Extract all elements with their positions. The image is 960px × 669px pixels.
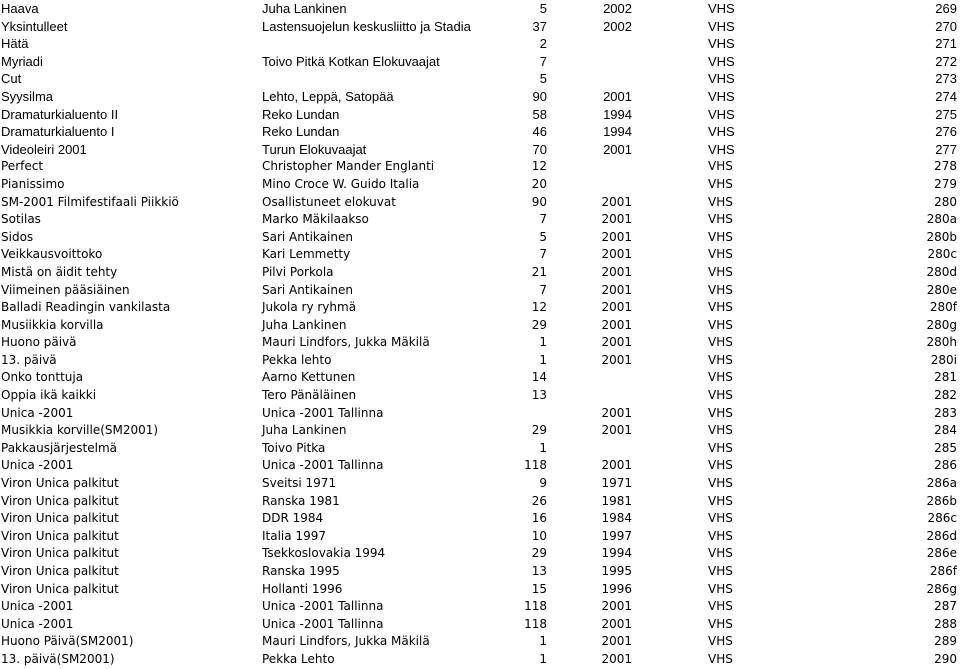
author-cell: Jukola ry ryhmä — [262, 300, 357, 315]
title-cell: Viron Unica palkitut — [1, 564, 119, 578]
number-cell: 280d — [926, 264, 957, 279]
table-row — [0, 106, 960, 124]
format-cell: VHS — [708, 440, 733, 455]
format-cell: VHS — [708, 546, 733, 561]
format-cell: VHS — [708, 317, 733, 332]
year-cell: 2001 — [601, 317, 632, 332]
title-cell: Huono päivä — [1, 335, 77, 350]
title-cell: Unica -2001 — [1, 405, 74, 420]
title-cell: Veikkausvoittoko — [1, 247, 103, 262]
table-row — [0, 405, 960, 423]
year-cell: 2001 — [601, 264, 632, 279]
duration-cell: 118 — [524, 599, 547, 614]
year-cell: 2001 — [603, 88, 632, 104]
year-cell: 2001 — [601, 423, 632, 438]
author-cell: Sveitsi 1971 — [262, 476, 337, 491]
table-row — [0, 282, 960, 300]
title-cell: Syysilma — [1, 88, 54, 104]
year-cell: 2001 — [603, 141, 632, 157]
table-row — [0, 528, 960, 546]
duration-cell: 46 — [532, 124, 547, 140]
table-row — [0, 194, 960, 212]
table-row — [0, 581, 960, 599]
format-cell: VHS — [708, 616, 733, 631]
year-cell: 2001 — [601, 247, 632, 262]
duration-cell: 2 — [539, 36, 547, 52]
number-cell: 286d — [926, 528, 957, 543]
duration-cell: 1 — [539, 335, 547, 350]
number-cell: 274 — [935, 88, 957, 104]
table-row — [0, 493, 960, 511]
duration-cell: 7 — [539, 53, 547, 69]
number-cell: 287 — [934, 599, 957, 614]
author-cell: Unica -2001 Tallinna — [262, 599, 384, 614]
table-row — [0, 70, 960, 88]
year-cell: 2001 — [601, 282, 632, 297]
title-cell: Unica -2001 — [1, 616, 74, 631]
format-cell: VHS — [708, 634, 733, 649]
author-cell: Unica -2001 Tallinna — [262, 405, 384, 420]
year-cell: 2001 — [601, 634, 632, 649]
number-cell: 280c — [927, 247, 957, 262]
table-row — [0, 246, 960, 264]
number-cell: 280e — [926, 282, 957, 297]
author-cell: Mauri Lindfors, Jukka Mäkilä — [262, 335, 430, 350]
title-cell: Musikkia korville(SM2001) — [1, 423, 159, 438]
table-row — [0, 387, 960, 405]
format-cell: VHS — [708, 651, 733, 666]
number-cell: 284 — [934, 423, 957, 438]
author-cell: Juha Lankinen — [262, 423, 347, 438]
year-cell: 2002 — [603, 1, 632, 16]
title-cell: Musiikkia korvilla — [1, 317, 104, 332]
number-cell: 286 — [934, 458, 957, 473]
number-cell: 275 — [935, 106, 957, 122]
format-cell: VHS — [708, 405, 733, 420]
author-cell: Turun Elokuvaajat — [262, 141, 367, 157]
number-cell: 271 — [935, 36, 957, 52]
number-cell: 280g — [926, 317, 957, 332]
table-row — [0, 317, 960, 335]
format-cell: VHS — [708, 124, 735, 140]
author-cell: Reko Lundan — [262, 124, 340, 140]
year-cell: 1995 — [601, 564, 632, 578]
number-cell: 286b — [926, 493, 957, 508]
duration-cell: 5 — [539, 1, 547, 16]
format-cell: VHS — [708, 264, 733, 279]
duration-cell: 7 — [539, 212, 547, 227]
table-row — [0, 158, 960, 176]
table-row — [0, 35, 960, 53]
author-cell: Juha Lankinen — [262, 317, 347, 332]
duration-cell: 12 — [531, 300, 547, 315]
author-cell: Sari Antikainen — [262, 229, 353, 244]
format-cell: VHS — [708, 176, 733, 191]
number-cell: 280f — [929, 300, 957, 315]
table-row — [0, 510, 960, 528]
title-cell: Viimeinen pääsiäinen — [1, 282, 130, 297]
format-cell: VHS — [708, 282, 733, 297]
title-cell: Mistä on äidit tehty — [1, 264, 118, 279]
number-cell: 282 — [934, 388, 957, 403]
format-cell: VHS — [708, 159, 733, 174]
author-cell: Ranska 1995 — [262, 564, 340, 578]
author-cell: DDR 1984 — [262, 511, 324, 526]
author-cell: Kari Lemmetty — [262, 247, 351, 262]
duration-cell: 12 — [531, 159, 547, 174]
format-cell: VHS — [708, 106, 735, 122]
format-cell: VHS — [708, 194, 733, 209]
title-cell: Haava — [1, 1, 39, 16]
year-cell: 2001 — [601, 651, 632, 666]
format-cell: VHS — [708, 36, 735, 52]
year-cell: 1994 — [603, 124, 632, 140]
year-cell: 1971 — [601, 476, 632, 491]
table-row — [0, 475, 960, 493]
format-cell: VHS — [708, 335, 733, 350]
format-cell: VHS — [708, 352, 733, 367]
duration-cell: 21 — [531, 264, 547, 279]
author-cell: Osallistuneet elokuvat — [262, 194, 396, 209]
duration-cell: 58 — [532, 106, 547, 122]
author-cell: Tsekkoslovakia 1994 — [262, 546, 386, 561]
format-cell: VHS — [708, 476, 733, 491]
author-cell: Pilvi Porkola — [262, 264, 334, 279]
author-cell: Hollanti 1996 — [262, 581, 343, 596]
title-cell: Perfect — [1, 159, 44, 174]
duration-cell: 37 — [532, 18, 547, 34]
number-cell: 280h — [926, 335, 957, 350]
year-cell: 2001 — [601, 335, 632, 350]
year-cell: 2001 — [601, 352, 632, 367]
year-cell: 1996 — [601, 581, 632, 596]
table-row — [0, 457, 960, 475]
author-cell: Marko Mäkilaakso — [262, 212, 369, 227]
duration-cell: 14 — [531, 370, 547, 385]
duration-cell: 29 — [531, 546, 547, 561]
title-cell: Viron Unica palkitut — [1, 546, 119, 561]
author-cell: Italia 1997 — [262, 528, 326, 543]
table-row — [0, 176, 960, 194]
year-cell: 1981 — [601, 493, 632, 508]
format-cell: VHS — [708, 564, 733, 578]
format-cell: VHS — [708, 388, 733, 403]
format-cell: VHS — [708, 423, 733, 438]
number-cell: 280a — [926, 212, 957, 227]
number-cell: 286f — [929, 564, 957, 578]
format-cell: VHS — [708, 528, 733, 543]
duration-cell: 29 — [531, 317, 547, 332]
duration-cell: 9 — [539, 476, 547, 491]
number-cell: 289 — [934, 634, 957, 649]
title-cell: Dramaturkialuento II — [1, 106, 119, 122]
title-cell: Viron Unica palkitut — [1, 511, 119, 526]
table-row — [0, 53, 960, 71]
format-cell: VHS — [708, 212, 733, 227]
format-cell: VHS — [708, 511, 733, 526]
format-cell: VHS — [708, 88, 735, 104]
title-cell: Dramaturkialuento I — [1, 124, 115, 140]
title-cell: SM-2001 Filmifestifaali Piikkiö — [1, 194, 179, 209]
table-row — [0, 88, 960, 106]
format-cell: VHS — [708, 493, 733, 508]
number-cell: 286g — [926, 581, 957, 596]
table-row — [0, 563, 960, 581]
year-cell: 1997 — [601, 528, 632, 543]
format-cell: VHS — [708, 1, 735, 16]
number-cell: 273 — [935, 71, 957, 87]
duration-cell: 1 — [539, 634, 547, 649]
duration-cell: 1 — [539, 352, 547, 367]
table-row — [0, 616, 960, 634]
format-cell: VHS — [708, 370, 733, 385]
title-cell: Hätä — [1, 36, 29, 52]
title-cell: Viron Unica palkitut — [1, 476, 119, 491]
year-cell: 2002 — [603, 18, 632, 34]
format-cell: VHS — [708, 247, 733, 262]
author-cell: Pekka lehto — [262, 352, 332, 367]
duration-cell: 26 — [531, 493, 547, 508]
title-cell: Oppia ikä kaikki — [1, 388, 97, 403]
year-cell: 2001 — [601, 212, 632, 227]
title-cell: Onko tonttuja — [1, 370, 84, 385]
year-cell: 2001 — [601, 599, 632, 614]
title-cell: Viron Unica palkitut — [1, 493, 119, 508]
author-cell: Juha Lankinen — [262, 1, 347, 16]
title-cell: Sotilas — [1, 212, 41, 227]
number-cell: 279 — [934, 176, 957, 191]
duration-cell: 90 — [531, 194, 547, 209]
duration-cell: 20 — [531, 176, 547, 191]
format-cell: VHS — [708, 229, 733, 244]
number-cell: 280 — [934, 194, 957, 209]
author-cell: Pekka Lehto — [262, 651, 335, 666]
author-cell: Ranska 1981 — [262, 493, 340, 508]
title-cell: 13. päivä(SM2001) — [1, 651, 115, 666]
duration-cell: 118 — [524, 458, 547, 473]
title-cell: Yksintulleet — [1, 18, 68, 34]
table-row — [0, 229, 960, 247]
number-cell: 283 — [934, 405, 957, 420]
duration-cell: 90 — [532, 88, 547, 104]
year-cell: 1994 — [601, 546, 632, 561]
duration-cell: 1 — [539, 651, 547, 666]
number-cell: 288 — [934, 616, 957, 631]
format-cell: VHS — [708, 599, 733, 614]
format-cell: VHS — [708, 300, 733, 315]
number-cell: 278 — [934, 159, 957, 174]
number-cell: 281 — [934, 370, 957, 385]
number-cell: 286c — [927, 511, 957, 526]
table-row — [0, 633, 960, 651]
table-row — [0, 369, 960, 387]
author-cell: Lastensuojelun keskusliitto ja Stadia — [262, 18, 471, 34]
author-cell: Unica -2001 Tallinna — [262, 616, 384, 631]
duration-cell: 1 — [539, 440, 547, 455]
title-cell: Unica -2001 — [1, 458, 74, 473]
title-cell: Cut — [1, 71, 22, 87]
table-row — [0, 422, 960, 440]
duration-cell: 118 — [524, 616, 547, 631]
duration-cell: 13 — [531, 388, 547, 403]
number-cell: 290 — [934, 651, 957, 666]
year-cell: 1994 — [603, 106, 632, 122]
author-cell: Unica -2001 Tallinna — [262, 458, 384, 473]
year-cell: 1984 — [601, 511, 632, 526]
author-cell: Sari Antikainen — [262, 282, 353, 297]
year-cell: 2001 — [601, 229, 632, 244]
author-cell: Lehto, Leppä, Satopää — [262, 88, 394, 104]
table-row — [0, 545, 960, 563]
author-cell: Reko Lundan — [262, 106, 340, 122]
format-cell: VHS — [708, 581, 733, 596]
duration-cell: 70 — [532, 141, 547, 157]
format-cell: VHS — [708, 18, 735, 34]
title-cell: Unica -2001 — [1, 599, 74, 614]
duration-cell: 15 — [531, 581, 547, 596]
title-cell: 13. päivä — [1, 352, 57, 367]
duration-cell: 5 — [539, 71, 547, 87]
duration-cell: 7 — [539, 247, 547, 262]
author-cell: Mauri Lindfors, Jukka Mäkilä — [262, 634, 430, 649]
table-row — [0, 264, 960, 282]
table-row — [0, 352, 960, 370]
table-row — [0, 211, 960, 229]
number-cell: 277 — [935, 141, 957, 157]
number-cell: 272 — [935, 53, 957, 69]
table-row — [0, 440, 960, 458]
title-cell: Huono Päivä(SM2001) — [1, 634, 134, 649]
author-cell: Christopher Mander Englanti — [262, 159, 435, 174]
duration-cell: 5 — [539, 229, 547, 244]
title-cell: Balladi Readingin vankilasta — [1, 300, 171, 315]
title-cell: Pianissimo — [1, 176, 65, 191]
author-cell: Toivo Pitka — [262, 440, 326, 455]
number-cell: 280i — [930, 352, 957, 367]
author-cell: Tero Pänäläinen — [262, 388, 357, 403]
year-cell: 2001 — [601, 616, 632, 631]
year-cell: 2001 — [601, 405, 632, 420]
duration-cell: 10 — [531, 528, 547, 543]
table-row — [0, 141, 960, 159]
author-cell: Aarno Kettunen — [262, 370, 356, 385]
format-cell: VHS — [708, 71, 735, 87]
year-cell: 2001 — [601, 458, 632, 473]
table-row — [0, 18, 960, 36]
title-cell: Sidos — [1, 229, 34, 244]
duration-cell: 7 — [539, 282, 547, 297]
table-row — [0, 123, 960, 141]
number-cell: 286e — [926, 546, 957, 561]
duration-cell: 16 — [531, 511, 547, 526]
title-cell: Viron Unica palkitut — [1, 581, 119, 596]
title-cell: Viron Unica palkitut — [1, 528, 119, 543]
duration-cell: 29 — [531, 423, 547, 438]
duration-cell: 13 — [531, 564, 547, 578]
number-cell: 280b — [926, 229, 957, 244]
number-cell: 269 — [935, 1, 957, 16]
title-cell: Pakkausjärjestelmä — [1, 440, 118, 455]
table-row — [0, 0, 960, 18]
table-row — [0, 334, 960, 352]
table-row — [0, 299, 960, 317]
format-cell: VHS — [708, 458, 733, 473]
table-row — [0, 598, 960, 616]
number-cell: 270 — [935, 18, 957, 34]
title-cell: Myriadi — [1, 53, 43, 69]
year-cell: 2001 — [601, 194, 632, 209]
number-cell: 276 — [935, 124, 957, 140]
format-cell: VHS — [708, 53, 735, 69]
title-cell: Videoleiri 2001 — [1, 141, 87, 157]
number-cell: 286a — [926, 476, 957, 491]
number-cell: 285 — [934, 440, 957, 455]
author-cell: Toivo Pitkä Kotkan Elokuvaajat — [262, 53, 440, 69]
author-cell: Mino Croce W. Guido Italia — [262, 176, 420, 191]
year-cell: 2001 — [601, 300, 632, 315]
format-cell: VHS — [708, 141, 735, 157]
